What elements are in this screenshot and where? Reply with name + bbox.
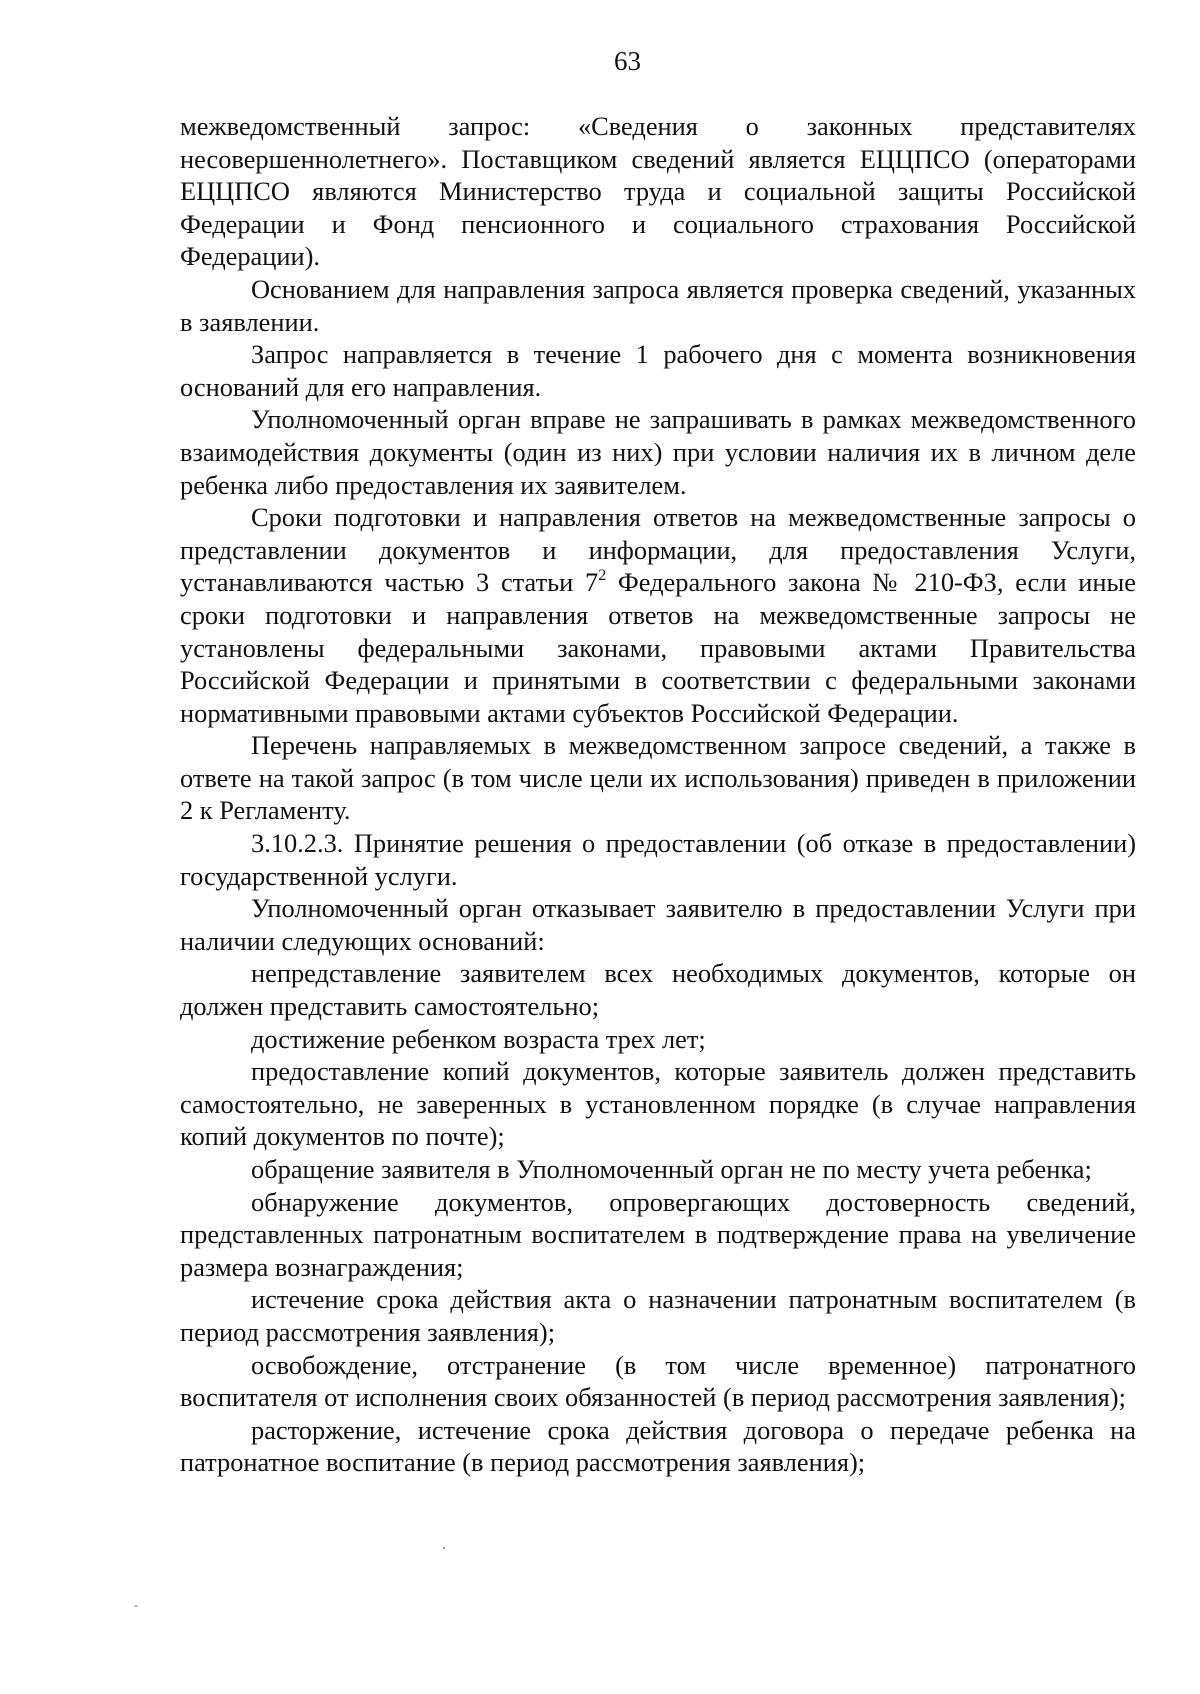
paragraph-12: обращение заявителя в Уполномоченный орган не по месту учета ребенка; [251,1154,1092,1184]
paragraph-4: Уполномоченный орган вправе не запрашивать в рамках межведомственного взаимодействия документы (один из них) при условии наличия их в личном деле ребенка либо предоставления их заявителем. [180,404,1136,500]
paragraph-5-text-after: Федерального закона № 210-ФЗ, если иные сроки подготовки и направления ответов на межведомственные запросы не установлены федеральными законами, правовыми актами Правительства Российской Федерации и принятыми в соответствии с федеральными законами нормативными правовыми актами субъектов Российской Федерации. [180,567,1136,728]
paragraph-5-text-before: Сроки подготовки и направления ответов на межведомственные запросы о представлении документов и информации, для предоставления Услуги, устанавливаются частью 3 статьи 7 [180,502,1136,598]
paragraph-6: Перечень направляемых в межведомственном запросе сведений, а также в ответе на такой запрос (в том числе цели их использования) приведен в приложении 2 к Регламенту. [180,730,1136,826]
paragraph-9: непредставление заявителем всех необходимых документов, которые он должен представить самостоятельно; [180,958,1136,1022]
paragraph-7: 3.10.2.3. Принятие решения о предоставлении (об отказе в предоставлении) государственной услуги. [180,828,1136,891]
paragraph-13: обнаружение документов, опровергающих достоверность сведений, представленных патронатным воспитателем в подтверждение права на увеличение размера вознаграждения; [180,1186,1136,1282]
paragraph-1: межведомственный запрос: «Сведения о законных представителях несовершеннолетнего». Поставщиком сведений является ЕЦЦПСО (операторами ЕЦЦПСО являются Министерство труда и социальной защиты Российской Федерации и Фонд пенсионного и социального страхования Российской Федерации). [180,111,1136,272]
paragraph-16: расторжение, истечение срока действия договора о передаче ребенка на патронатное воспитание (в период рассмотрения заявления); [180,1414,1136,1478]
scan-speck [443,1547,445,1549]
paragraph-11: предоставление копий документов, которые заявитель должен представить самостоятельно, не заверенных в установленном порядке (в случае направления копий документов по почте); [180,1056,1136,1152]
scan-speck [135,1605,137,1607]
superscript: 2 [598,566,607,584]
paragraph-5 [180,501,1136,729]
page-number: 63 [614,46,641,76]
paragraph-14: истечение срока действия акта о назначении патронатным воспитателем (в период рассмотрения заявления); [180,1284,1136,1347]
paragraph-3: Запрос направляется в течение 1 рабочего дня с момента возникновения оснований для его направления. [180,339,1136,402]
paragraph-2: Основанием для направления запроса является проверка сведений, указанных в заявлении. [180,273,1136,337]
paragraph-8: Уполномоченный орган отказывает заявителю в предоставлении Услуги при наличии следующих оснований: [180,893,1136,956]
document-body [180,110,1136,1479]
paragraph-15: освобождение, отстранение (в том числе временное) патронатного воспитателя от исполнения своих обязанностей (в период рассмотрения заявления); [180,1349,1136,1413]
paragraph-10: достижение ребенком возраста трех лет; [251,1023,706,1054]
